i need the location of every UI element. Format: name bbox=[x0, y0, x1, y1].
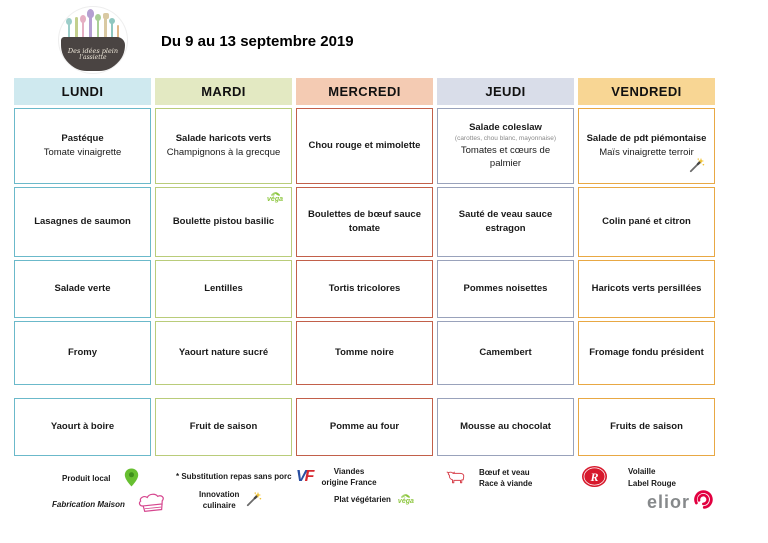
logo-bowl bbox=[61, 37, 125, 71]
dish-subtitle: Maïs vinaigrette terroir bbox=[599, 147, 694, 159]
dish-title: Pastéque bbox=[61, 132, 104, 144]
dish-title: Boulette pistou basilic bbox=[172, 215, 275, 227]
dish-title: Boulettes de bœuf sauce tomate bbox=[308, 208, 421, 234]
legend-fabrication-maison: Fabrication Maison bbox=[52, 493, 167, 515]
menu-cell bbox=[155, 108, 292, 184]
menu-cell bbox=[14, 260, 151, 318]
menu-cell bbox=[155, 321, 292, 385]
logo-text-line2: l'assiette bbox=[79, 53, 107, 61]
legend-innovation: Innovation culinaire bbox=[199, 489, 262, 511]
dish-title: Haricots verts persillées bbox=[591, 282, 702, 294]
dish-title: Fromy bbox=[67, 346, 98, 358]
elior-logo: elior bbox=[647, 489, 713, 515]
menu-cell bbox=[155, 398, 292, 456]
menu-cell bbox=[296, 398, 433, 456]
dish-title: Camembert bbox=[479, 346, 532, 358]
dish-title: Tomme noire bbox=[335, 346, 394, 358]
menu-cell bbox=[155, 187, 292, 257]
legend-viandes-france: VF Viandes origine France bbox=[296, 467, 377, 488]
menu-cell bbox=[14, 187, 151, 257]
dish-title: Salade coleslaw bbox=[469, 121, 542, 133]
dish-title: Fruit de saison bbox=[189, 420, 258, 432]
dish-title: Lasagnes de saumon bbox=[34, 215, 131, 227]
vegetarian-icon: véga bbox=[398, 493, 414, 505]
dish-title: Salade verte bbox=[54, 282, 111, 294]
weekly-menu-table bbox=[14, 78, 715, 456]
dish-title: Pommes noisettes bbox=[463, 282, 548, 294]
day-header-mardi: MARDI bbox=[155, 78, 292, 105]
innovation-icon bbox=[246, 491, 262, 509]
label-rouge-icon bbox=[581, 465, 608, 490]
menu-cell bbox=[578, 187, 715, 257]
dish-title: Yaourt nature sucré bbox=[178, 346, 269, 358]
day-column-mardi bbox=[155, 78, 292, 456]
dish-title: Salade haricots verts bbox=[175, 132, 272, 144]
menu-cell bbox=[578, 260, 715, 318]
dish-subtitle: Champignons à la grecque bbox=[166, 147, 281, 159]
menu-cell bbox=[437, 187, 574, 257]
dish-title: Pomme au four bbox=[329, 420, 400, 432]
dish-title: Chou rouge et mimolette bbox=[308, 139, 421, 151]
menu-cell bbox=[296, 260, 433, 318]
dish-title: Sauté de veau sauce estragon bbox=[458, 208, 553, 234]
week-title: Du 9 au 13 septembre 2019 bbox=[161, 33, 354, 50]
innovation-icon bbox=[689, 157, 705, 178]
menu-cell bbox=[296, 187, 433, 257]
legend-plat-vegetarien: Plat végétarien véga bbox=[334, 494, 414, 505]
legend-boeuf-veau: Bœuf et veau Race à viande bbox=[446, 467, 532, 489]
dish-title: Mousse au chocolat bbox=[460, 420, 551, 432]
menu-cell bbox=[578, 108, 715, 184]
elior-swirl-icon bbox=[692, 489, 713, 515]
logo-text-line1: Des idées plein bbox=[67, 46, 119, 55]
day-header-vendredi: VENDREDI bbox=[578, 78, 715, 105]
menu-cell bbox=[296, 321, 433, 385]
menu-cell bbox=[578, 321, 715, 385]
day-header-lundi: LUNDI bbox=[14, 78, 151, 105]
menu-cell bbox=[296, 108, 433, 184]
legend-substitution: * Substitution repas sans porc bbox=[176, 472, 292, 481]
day-column-jeudi bbox=[437, 78, 574, 456]
vegetarian-icon: véga bbox=[267, 191, 283, 203]
dish-title: Colin pané et citron bbox=[602, 215, 691, 227]
dish-title: Yaourt à boire bbox=[50, 420, 115, 432]
day-column-lundi bbox=[14, 78, 151, 456]
day-column-mercredi bbox=[296, 78, 433, 456]
svg-text:R: R bbox=[590, 470, 599, 484]
day-header-mercredi: MERCREDI bbox=[296, 78, 433, 105]
menu-cell bbox=[578, 398, 715, 456]
restaurant-logo bbox=[58, 6, 128, 74]
menu-cell bbox=[14, 321, 151, 385]
menu-cell bbox=[437, 260, 574, 318]
menu-cell bbox=[14, 108, 151, 184]
dish-subtitle: Tomate vinaigrette bbox=[43, 147, 122, 159]
dish-title: Fromage fondu président bbox=[589, 346, 704, 358]
dish-title: Salade de pdt piémontaise bbox=[586, 132, 707, 144]
cow-icon bbox=[446, 470, 467, 487]
dish-title: Lentilles bbox=[204, 282, 243, 294]
menu-cell bbox=[437, 321, 574, 385]
dish-subtitle: Tomates et cœurs de palmier bbox=[460, 144, 551, 170]
dish-note: (carottes, chou blanc, mayonnaise) bbox=[454, 135, 557, 143]
menu-cell bbox=[155, 260, 292, 318]
menu-cell bbox=[437, 108, 574, 184]
legend-volaille: R Volaille Label Rouge bbox=[581, 465, 676, 490]
viandes-france-icon: VF bbox=[296, 468, 313, 486]
chef-hat-icon bbox=[136, 491, 168, 516]
menu-cell bbox=[14, 398, 151, 456]
legend-produit-local: Produit local bbox=[62, 468, 139, 489]
dish-title: Fruits de saison bbox=[610, 420, 683, 432]
location-pin-icon bbox=[124, 468, 139, 489]
day-header-jeudi: JEUDI bbox=[437, 78, 574, 105]
dish-title: Tortis tricolores bbox=[328, 282, 401, 294]
menu-cell bbox=[437, 398, 574, 456]
day-column-vendredi bbox=[578, 78, 715, 456]
